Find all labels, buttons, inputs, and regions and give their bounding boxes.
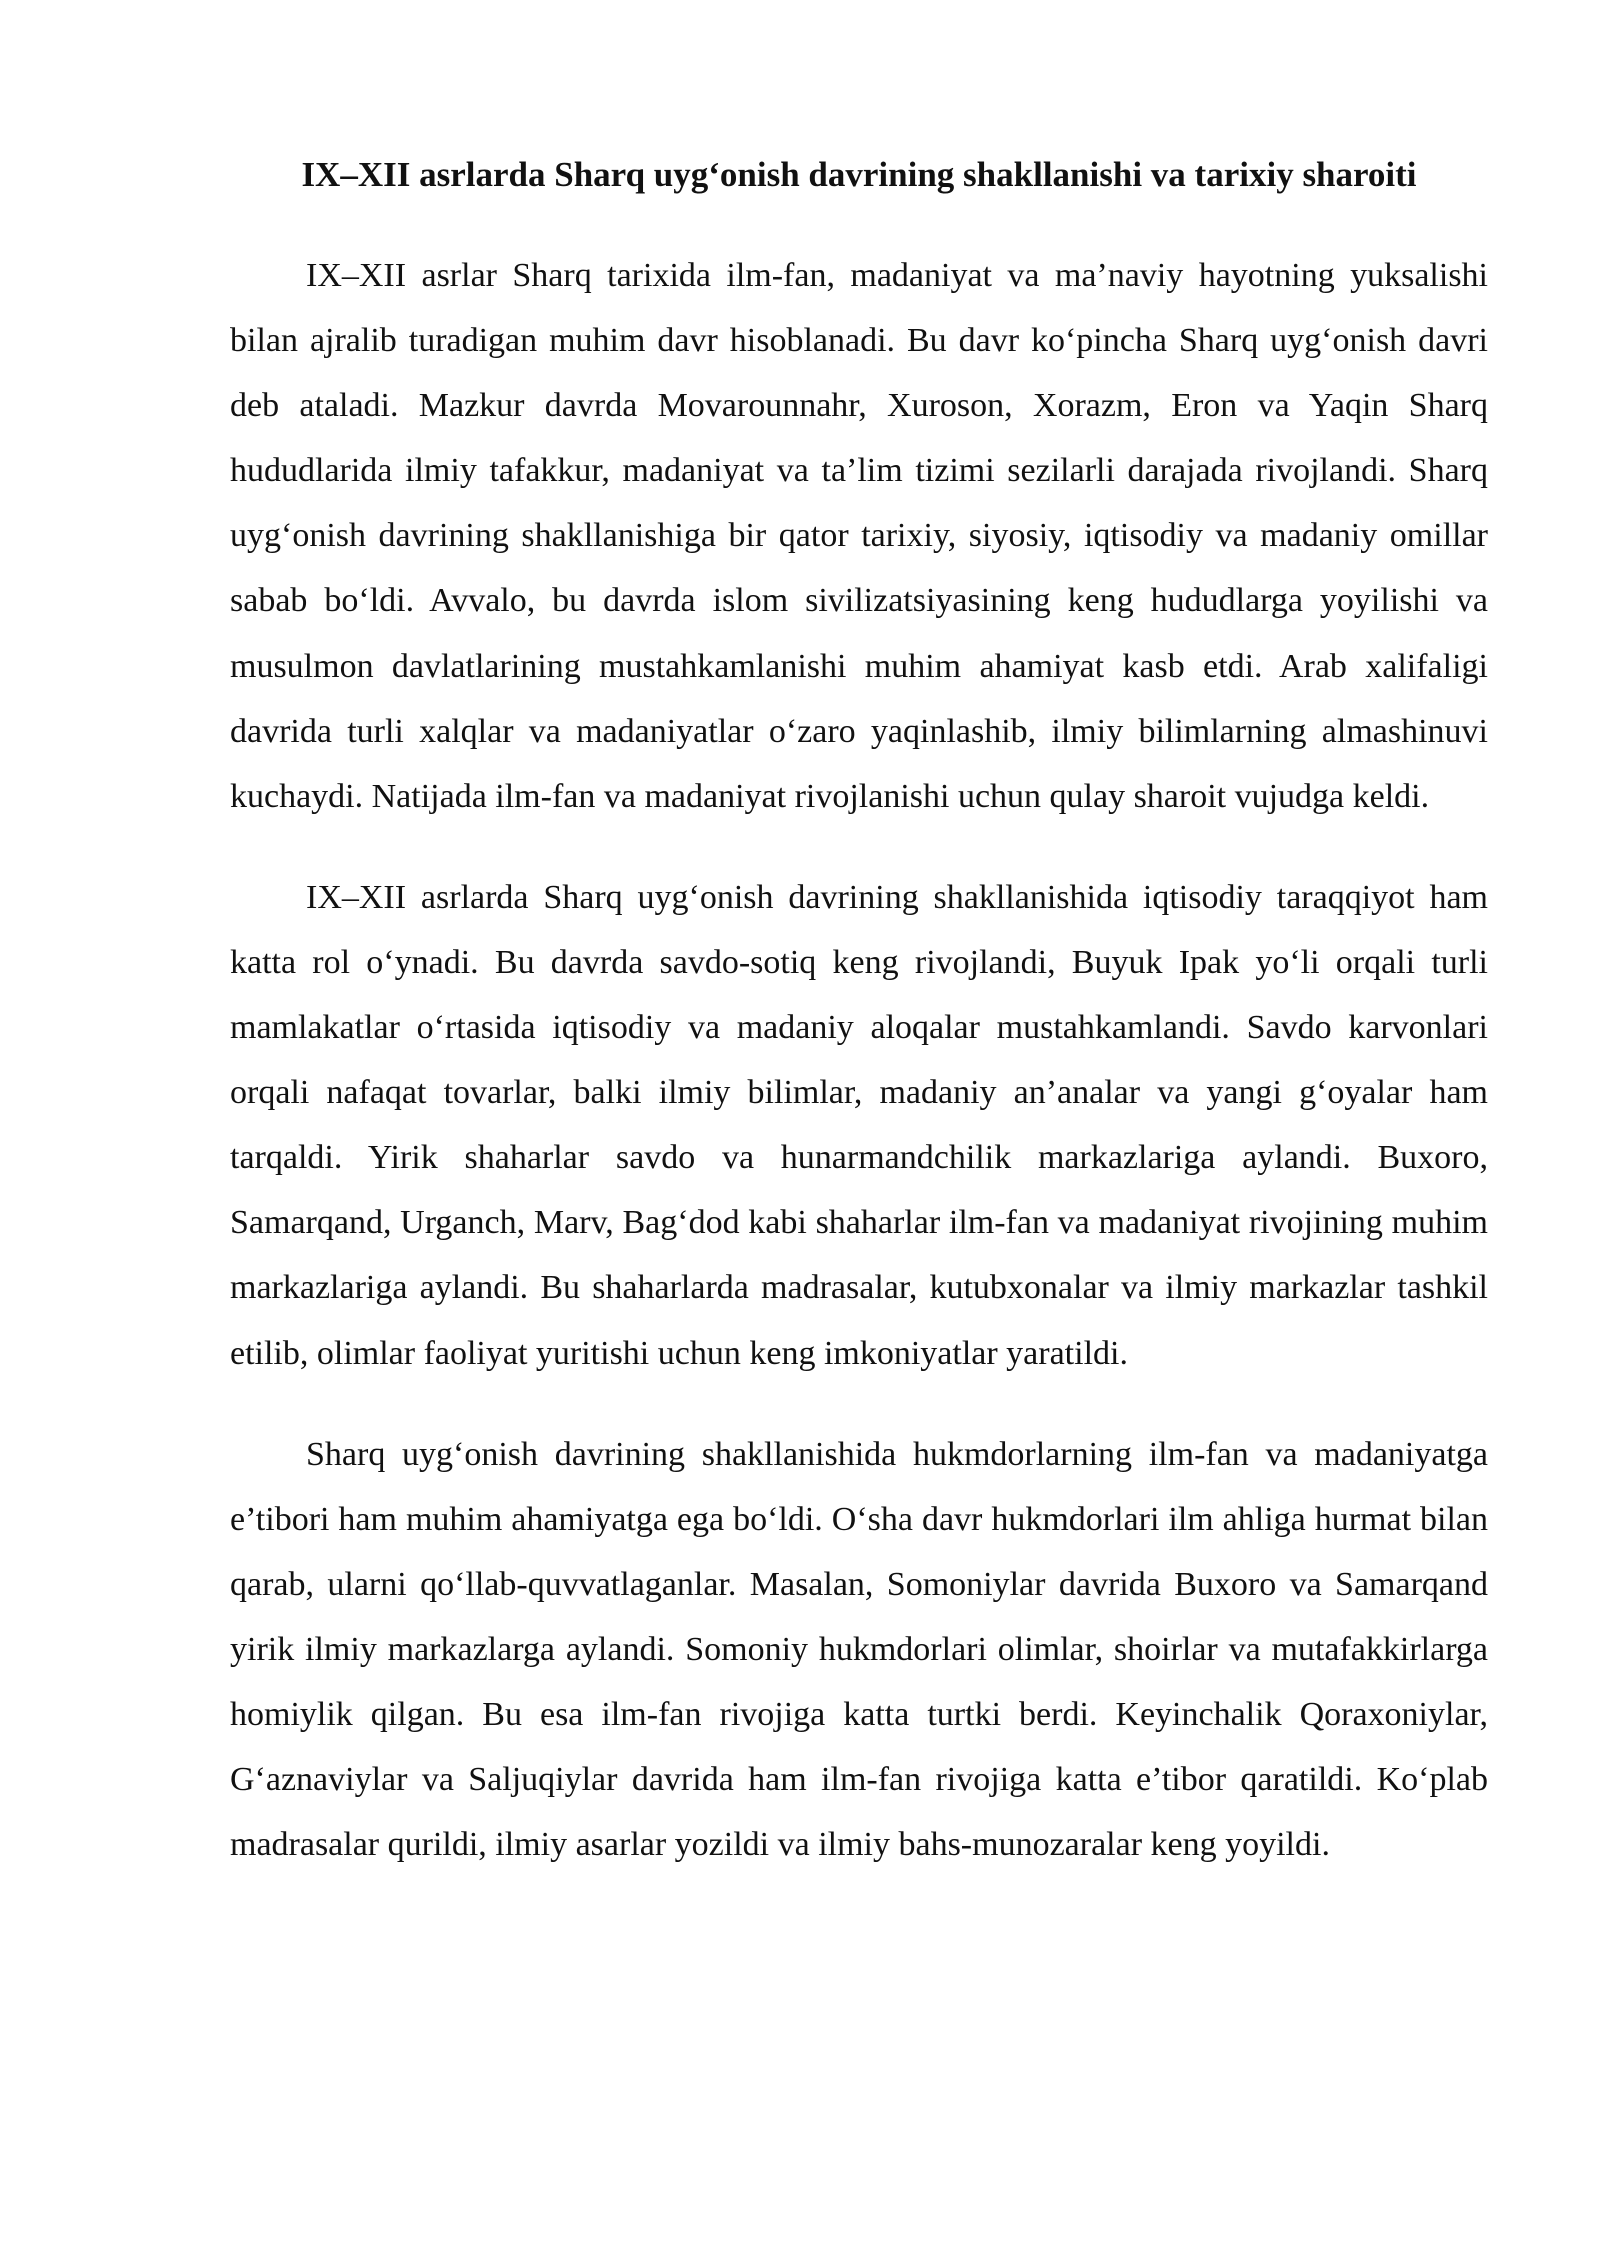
paragraph-3: Sharq uyg‘onish davrining shakllanishida hukmdorlarning ilm-fan va madaniyatga e’tibori ham muhim ahamiyatga ega bo‘ldi. O‘sha davr hukmdorlari ilm ahliga hurmat bilan qarab, ularni qo‘llab-quvvatlaganlar. Masalan, Somoniylar davrida Buxoro va Samarqand yirik ilmiy markazlarga aylandi. Somoniy hukmdorlari olimlar, shoirlar va mutafakkirlarga homiylik qilgan. Bu esa ilm-fan rivojiga katta turtki berdi. Keyinchalik Qoraxoniylar, G‘aznaviylar va Saljuqiylar davrida ham ilm-fan rivojiga katta e’tibor qaratildi. Ko‘plab madrasalar qurildi, ilmiy asarlar yozildi va ilmiy bahs-munozaralar keng yoyildi. xyxy=(230,1435,1488,1864)
document-body xyxy=(230,145,1488,1877)
paragraph-2: IX–XII asrlarda Sharq uyg‘onish davrining shakllanishida iqtisodiy taraqqiyot ham katta rol o‘ynadi. Bu davrda savdo-sotiq keng rivojlandi, Buyuk Ipak yo‘li orqali turli mamlakatlar o‘rtasida iqtisodiy va madaniy aloqalar mustahkamlandi. Savdo karvonlari orqali nafaqat tovarlar, balki ilmiy bilimlar, madaniy an’analar va yangi g‘oyalar ham tarqaldi. Yirik shaharlar savdo va hunarmandchilik markazlariga aylandi. Buxoro, Samarqand, Urganch, Marv, Bag‘dod kabi shaharlar ilm-fan va madaniyat rivojining muhim markazlariga aylandi. Bu shaharlarda madrasalar, kutubxonalar va ilmiy markazlar tashkil etilib, olimlar faoliyat yuritishi uchun keng imkoniyatlar yaratildi. xyxy=(230,878,1488,1372)
paragraph-1: IX–XII asrlar Sharq tarixida ilm-fan, madaniyat va ma’naviy hayotning yuksalishi bilan ajralib turadigan muhim davr hisoblanadi. Bu davr ko‘pincha Sharq uyg‘onish davri deb ataladi. Mazkur davrda Movarounnahr, Xuroson, Xorazm, Eron va Yaqin Sharq hududlarida ilmiy tafakkur, madaniyat va ta’lim tizimi sezilarli darajada rivojlandi. Sharq uyg‘onish davrining shakllanishiga bir qator tarixiy, siyosiy, iqtisodiy va madaniy omillar sabab bo‘ldi. Avvalo, bu davrda islom sivilizatsiyasining keng hududlarga yoyilishi va musulmon davlatlarining mustahkamlanishi muhim ahamiyat kasb etdi. Arab xalifaligi davrida turli xalqlar va madaniyatlar o‘zaro yaqinlashib, ilmiy bilimlarning almashinuvi kuchaydi. Natijada ilm-fan va madaniyat rivojlanishi uchun qulay sharoit vujudga keldi. xyxy=(230,257,1488,815)
document-title: IX–XII asrlarda Sharq uyg‘onish davrining shakllanishi va tarixiy sharoiti xyxy=(301,155,1417,194)
